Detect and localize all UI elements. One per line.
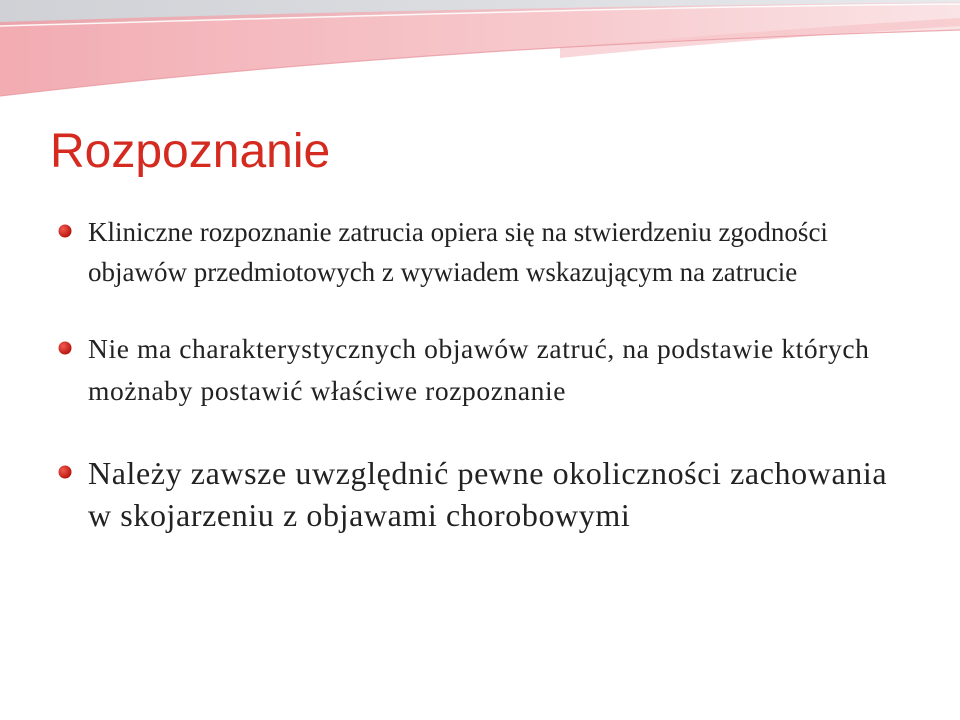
- bullet-list: [58, 212, 918, 536]
- bullet-item: [58, 452, 918, 536]
- bullet-text: Nie ma charakterystycznych objawów zatruć, na podstawie których możnaby postawić właściwe rozpoznanie: [88, 333, 870, 406]
- bullet-item: [58, 328, 918, 412]
- bullet-text: Należy zawsze uwzględnić pewne okoliczności zachowania w skojarzeniu z objawami chorobowymi: [88, 455, 888, 533]
- slide-title: Rozpoznanie: [50, 125, 331, 178]
- bullet-text: Kliniczne rozpoznanie zatrucia opiera się na stwierdzeniu zgodności objawów przedmiotowych z wywiadem wskazującym na zatrucie: [88, 217, 828, 287]
- circle-bullet-icon: [58, 341, 72, 355]
- circle-bullet-icon: [58, 224, 72, 238]
- bullet-item: [58, 212, 918, 292]
- circle-bullet-icon: [58, 465, 72, 479]
- header-decoration: [0, 0, 960, 110]
